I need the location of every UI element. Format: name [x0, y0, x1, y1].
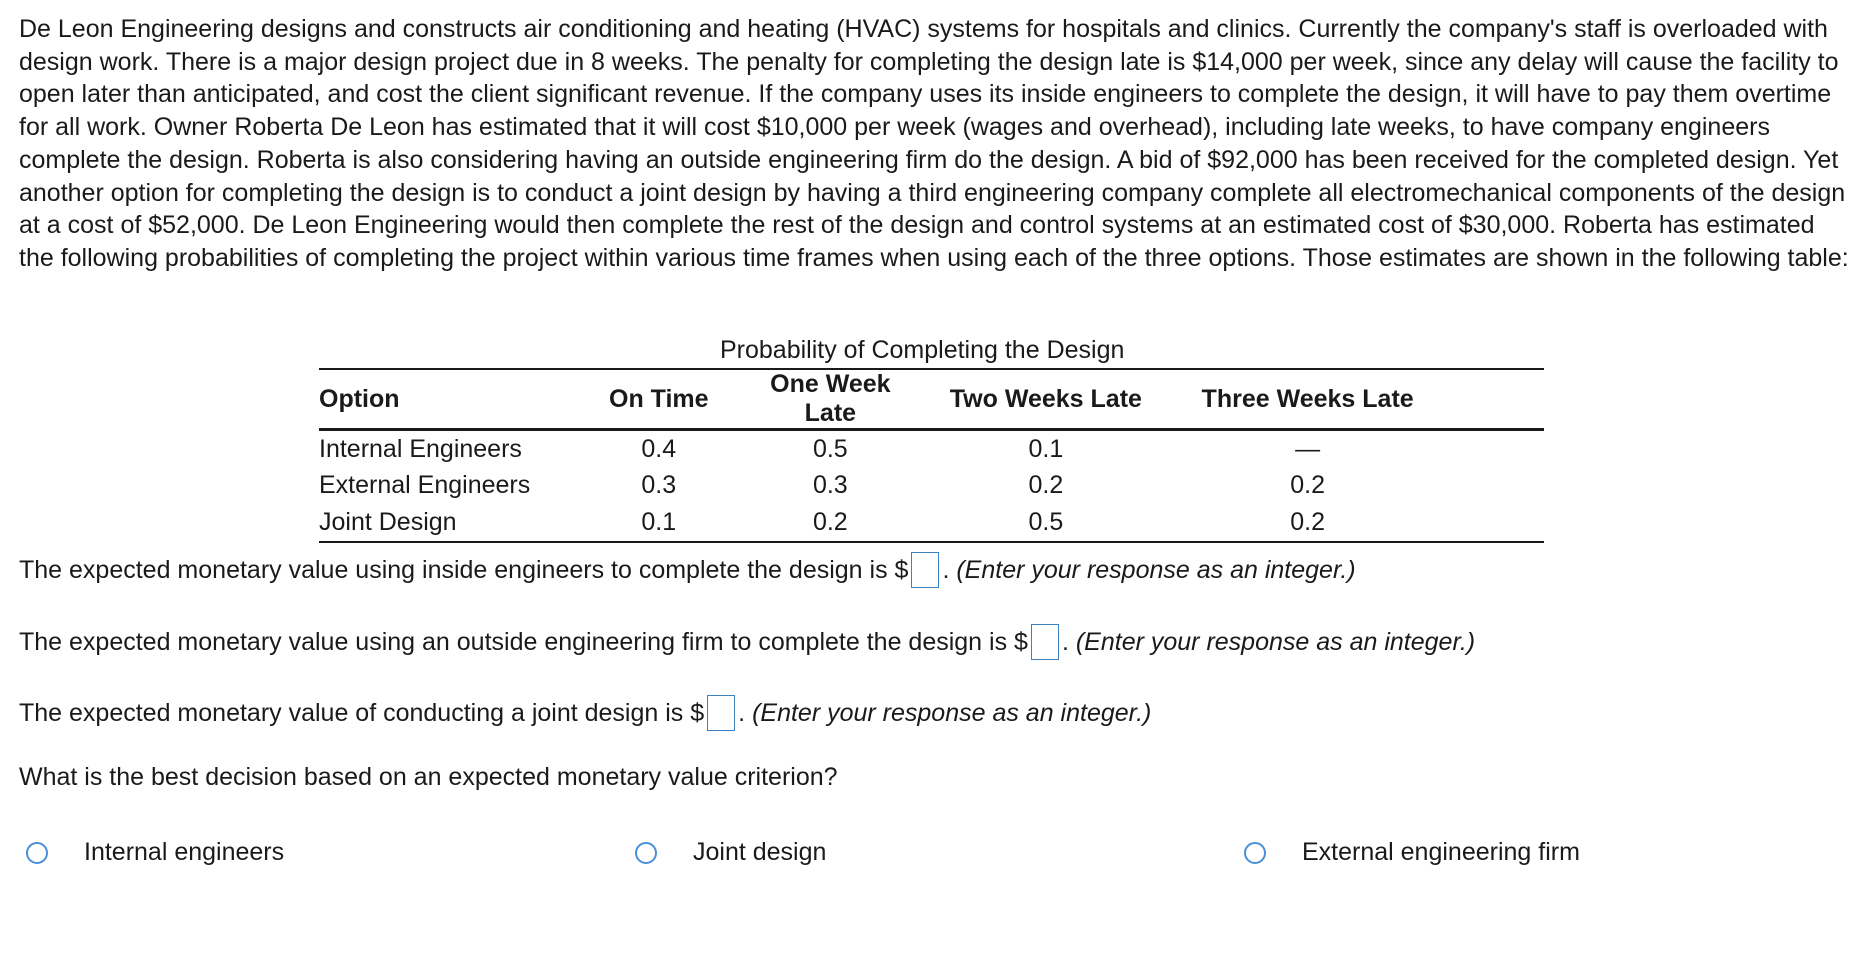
- answer-hint: (Enter your response as an integer.): [956, 555, 1356, 584]
- question-period: .: [1061, 627, 1069, 656]
- header-spacer: [1437, 369, 1544, 430]
- cell-three-weeks-late: —: [1295, 434, 1321, 463]
- choice-internal-engineers[interactable]: [26, 838, 284, 867]
- cell-on-time: 0.4: [641, 434, 677, 463]
- cell-on-time: 0.1: [641, 507, 677, 536]
- radio-circle-icon[interactable]: [635, 842, 657, 864]
- cell-one-week-late: 0.5: [812, 434, 848, 463]
- cell-three-weeks-late: 0.2: [1290, 507, 1325, 536]
- answer-input-outside-firm[interactable]: [1031, 624, 1059, 660]
- choice-label: Internal engineers: [84, 838, 285, 866]
- cell-two-weeks-late: 0.1: [1028, 434, 1064, 463]
- question-period: .: [738, 698, 746, 727]
- cell-three-weeks-late: 0.2: [1290, 471, 1325, 500]
- table-row: [319, 504, 1544, 542]
- header-two-weeks-late: Two Weeks Late: [949, 384, 1142, 413]
- header-one-week-late: One Week Late: [770, 370, 891, 427]
- cell-option: Internal Engineers: [319, 434, 522, 463]
- question-text: The expected monetary value using an outside engineering firm to complete the design is $: [19, 627, 1028, 656]
- choice-label: Joint design: [693, 838, 827, 866]
- question-outside-firm: [19, 624, 1475, 660]
- choice-label: External engineering firm: [1302, 838, 1580, 866]
- cell-spacer: [1437, 468, 1544, 505]
- question-text: The expected monetary value of conducting a joint design is $: [19, 698, 705, 727]
- table-row: [319, 430, 1544, 468]
- cell-one-week-late: 0.3: [812, 471, 848, 500]
- answer-input-joint-design[interactable]: [707, 695, 735, 731]
- question-joint-design: [19, 695, 1151, 731]
- problem-statement: De Leon Engineering designs and constructs air conditioning and heating (HVAC) systems for hospitals and clinics. Currently the company's staff is overloaded with design work. There is a major design project due in 8 weeks. The penalty for completing the design late is $14,000 per week, since any delay will cause the facility to open later than anticipated, and cost the client significant revenue. If the company uses its inside engineers to complete the design, it will have to pay them overtime for all work. Owner Roberta De Leon has estimated that it will cost $10,000 per week (wages and overhead), including late weeks, to have company engineers complete the design. Roberta is also considering having an outside engineering firm do the design. A bid of $92,000 has been received for the completed design. Yet another option for completing the design is to conduct a joint design by having a third engineering company complete all electromechanical components of the design at a cost of $52,000. De Leon Engineering would then complete the rest of the design and control systems at an estimated cost of $30,000. Roberta has estimated the following probabilities of completing the project within various time frames when using each of the three options. Those estimates are shown in the following table:: [19, 15, 1849, 272]
- cell-option: Joint Design: [319, 507, 457, 536]
- cell-spacer: [1437, 504, 1544, 542]
- cell-spacer: [1437, 430, 1544, 468]
- header-on-time: On Time: [609, 384, 709, 413]
- decision-choices: [0, 838, 1862, 874]
- table-title: Probability of Completing the Design: [720, 336, 1125, 364]
- cell-one-week-late: 0.2: [812, 507, 848, 536]
- question-inside-engineers: [19, 552, 1356, 588]
- table-row: [319, 468, 1544, 505]
- header-option: Option: [319, 384, 400, 413]
- question-best-decision: What is the best decision based on an expected monetary value criterion?: [19, 763, 838, 791]
- cell-option: External Engineers: [319, 471, 531, 500]
- cell-on-time: 0.3: [641, 471, 677, 500]
- probability-table: [319, 368, 1544, 543]
- answer-hint: (Enter your response as an integer.): [752, 698, 1152, 727]
- radio-circle-icon[interactable]: [26, 842, 48, 864]
- question-text: The expected monetary value using inside engineers to complete the design is $: [19, 555, 909, 584]
- radio-circle-icon[interactable]: [1244, 842, 1266, 864]
- answer-hint: (Enter your response as an integer.): [1075, 627, 1476, 656]
- choice-external-engineering-firm[interactable]: [1244, 838, 1580, 867]
- cell-two-weeks-late: 0.5: [1028, 507, 1064, 536]
- question-period: .: [942, 555, 950, 584]
- table-header-row: [319, 369, 1544, 430]
- answer-input-inside-engineers[interactable]: [911, 552, 939, 588]
- header-three-weeks-late: Three Weeks Late: [1201, 384, 1414, 413]
- cell-two-weeks-late: 0.2: [1028, 471, 1064, 500]
- choice-joint-design[interactable]: [635, 838, 826, 867]
